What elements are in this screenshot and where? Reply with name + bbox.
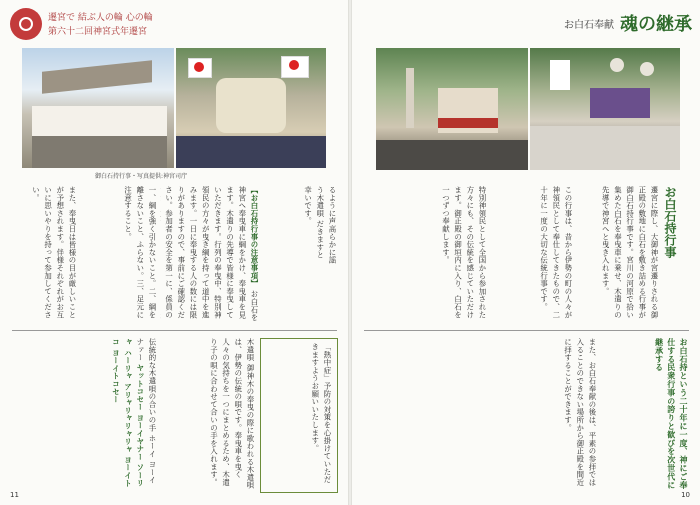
- logo-icon: [10, 8, 42, 40]
- photo-cart-in-forest: [376, 48, 528, 170]
- notice-text: 「熱中症」予防の対策を心掛けていただきますようお願いいたします。: [310, 343, 332, 484]
- rules-list-column: [80, 186, 158, 326]
- photo-caption: 御白石持行事・写真提供:神宮司庁: [95, 173, 188, 180]
- body-column-c: 特別神領民として全国から参加された方々にも、その伝統を感じていただけます。御正殿の御垣内に入り、白石を一つずつ奉献します。: [441, 186, 487, 319]
- header-subtitle: 第六十二回神宮式年遷宮: [48, 27, 148, 37]
- article-subtitle: お白石奉献: [564, 20, 614, 31]
- photo-white-robed-procession: [22, 48, 174, 168]
- left-page: [0, 0, 348, 505]
- rules-column: [160, 186, 260, 326]
- highlight-text: お白石持という二十年に一度、神にご奉仕する民衆行事の誇りと歓びを次世代に継承する: [654, 338, 689, 490]
- page-number: 11: [10, 491, 19, 499]
- rules-list: 一、綱を強く引かないこと。二、綱を離さないこと、ふらない。三、足元に注意すること。: [123, 186, 157, 319]
- chant-column: [12, 338, 158, 493]
- upper-text-line: るように声高らかに謡う木遣唄: [315, 186, 337, 264]
- chant-line: ソーリャ ハーリャ アリャリャリャリャ: [123, 338, 145, 487]
- chant-line: ヤットコセー ヨーイヤナー: [135, 364, 145, 461]
- chant-line: ホーイ ヨーイ ナァー: [135, 338, 157, 484]
- right-page: [352, 0, 700, 505]
- header-title: 遷宮で 結ぶ人の輪 心の輪: [48, 13, 153, 23]
- upper-text-line: だきますと幸いです。: [303, 186, 325, 259]
- page-header: [10, 8, 340, 42]
- page-number: 10: [681, 491, 690, 499]
- body-column-a: 遷宮に際し、大御神が宮遷りされる御正殿の敷地に白石を敷き詰める行事が御白石持行事です。宮川の河原で拾い集めた白石を奉曳車に乗せ、木遣りの先導で神宮へと曳き入れます。: [601, 186, 659, 319]
- section-divider: [12, 330, 337, 331]
- upper-text-column: [260, 186, 338, 266]
- rules-heading: 【お白石持行事の注意事項】: [250, 186, 259, 288]
- kiyari-description: 木遣唄 御神木の奉曳の際に歌われる木遣唄は、伊勢の伝統の唄です。奉曳車を曳く人々の気持ちを一つにまとめるため、木遣り子の唄に合わせて合いの手を入れます。: [209, 338, 255, 489]
- chant-line: ヨーイトコ ヨーイトコセー: [111, 338, 133, 488]
- highlight-column: [602, 338, 690, 493]
- photo-festival-crowd: [530, 48, 680, 170]
- body-column-b: この行事は、昔から伊勢の町の人々が神領民として奉仕してきたもので、二十年に一度の大切な伝統行事です。: [539, 186, 573, 319]
- body-column-d: また、お白石奉献の後は、平素の参拝では入ることのできない場所から御正殿を間近に拝することができます。: [563, 338, 597, 487]
- lower-text: また、奉曳日は皆様の目が厳しいことが予想されます。伴様それぞれがお互いに思いやりを持って参加してください。: [31, 186, 77, 319]
- section-heading: お白石持行事: [663, 186, 677, 258]
- lower-text-column: [12, 186, 78, 326]
- rules-body: お白石を神宮へ奉曳車に綱をかけ、奉曳車を見ます。木遣りの先導で皆様に奉曳していただきます。行列の奉曳中、特別神領民の方々が曳き綱を持って道中を進みます。一日に奉曳する人の数には限りがありますので、事前にご確認ください。参加者の安全を第一に、係員の: [164, 186, 259, 322]
- page-header: [532, 10, 692, 40]
- photo-white-stone-cart: [176, 48, 326, 168]
- notice-box: [260, 338, 338, 493]
- section-divider: [364, 330, 689, 331]
- chant-intro: 伝統的な木遣唄の合いの手: [148, 338, 157, 432]
- article-title: 魂の継承: [620, 14, 692, 35]
